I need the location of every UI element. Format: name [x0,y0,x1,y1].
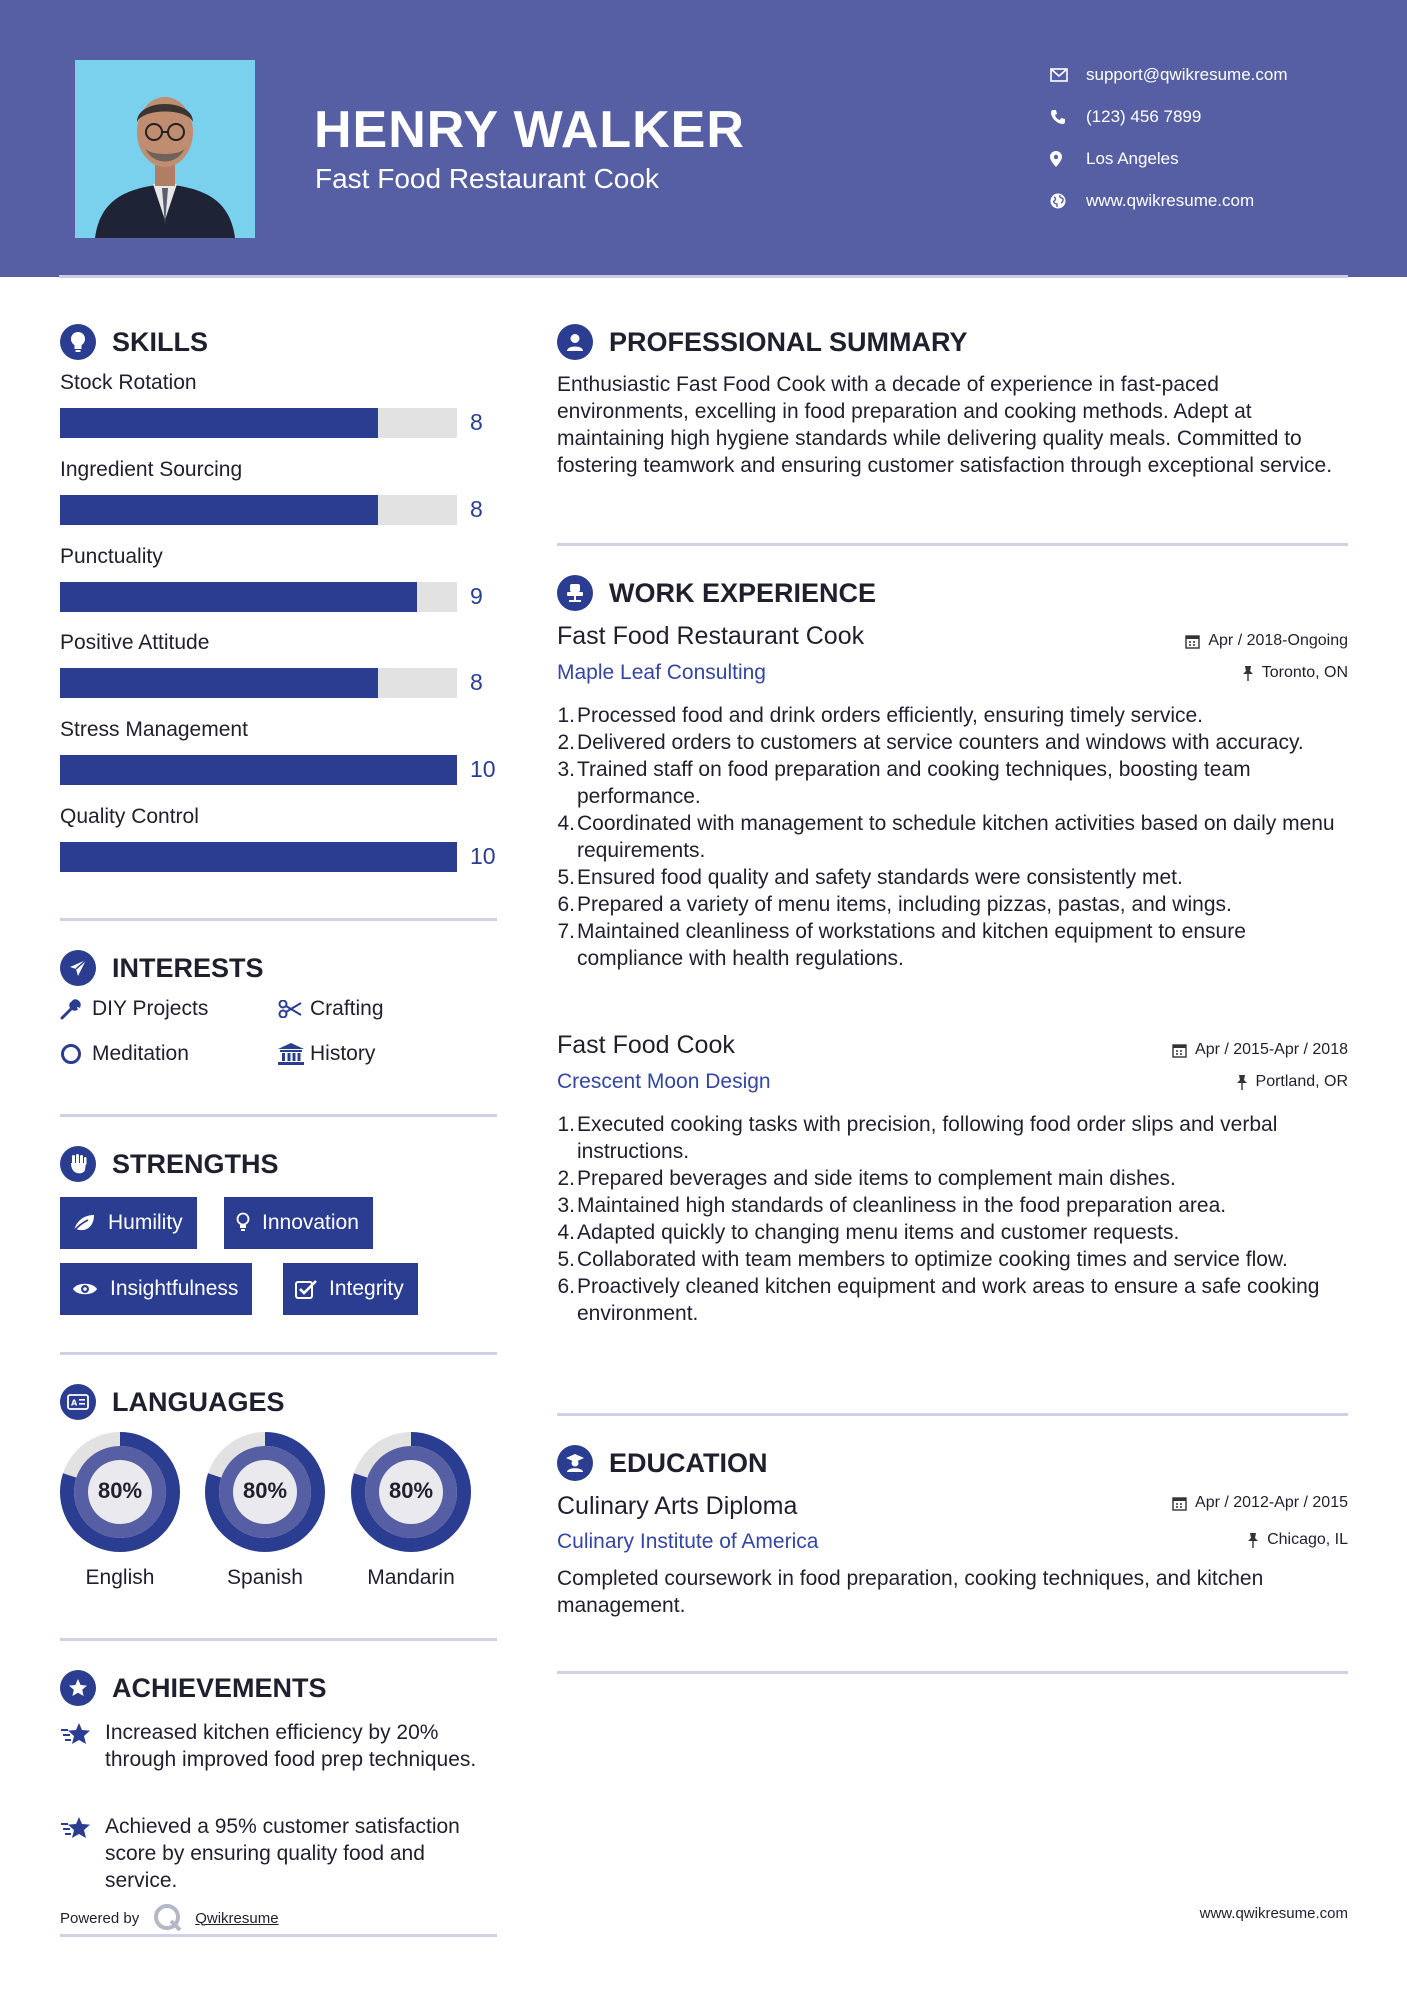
skill-bar-fill [60,842,457,872]
job-title: Fast Food Cook [557,1031,735,1059]
summary-text: Enthusiastic Fast Food Cook with a decade of experience in fast-paced environments, excelling in food preparation and cooking methods. Adept at maintaining high hygiene standards while delivering quality meals. Committed to fostering teamwork and ensuring customer satisfaction through exceptional service. [557,373,1333,477]
star-icon [60,1719,105,1773]
wrench-icon [60,998,92,1020]
strength-badge: Integrity [283,1263,418,1315]
skill-label: Ingredient Sourcing [60,458,243,481]
section-divider [557,543,1348,546]
education-text: Completed coursework in food preparation, cooking techniques, and kitchen management. [557,1567,1264,1617]
checkbox-icon [295,1279,317,1299]
duty-item: 2. Prepared beverages and side items to complement main dishes. [557,1167,1176,1190]
calendar-icon [1172,1043,1187,1058]
interests-heading: INTERESTS [60,950,264,986]
language-name: English [85,1566,155,1589]
duty-item: 5. Ensured food quality and safety standards were consistently met. [557,866,1183,889]
achievement-item: Achieved a 95% customer satisfaction score by ensuring quality food and service. [60,1813,500,1894]
achievement-item: Increased kitchen efficiency by 20% through improved food prep techniques. [60,1719,500,1773]
skill-label: Stock Rotation [60,371,197,394]
calendar-icon [1185,634,1200,649]
job-dates: Apr / 2015-Apr / 2018 [1172,1041,1348,1059]
skill-value: 8 [470,409,483,435]
lightbulb-icon [60,324,96,360]
strength-badge: Humility [60,1197,197,1249]
section-divider [60,1934,497,1937]
contact-website[interactable]: www.qwikresume.com [1050,180,1288,222]
star-icon [60,1813,105,1894]
powered-by: Powered by Qwikresume [60,1903,279,1933]
interest-item: Crafting [278,997,384,1021]
language-percent: 80% [388,1478,434,1503]
user-icon [557,324,593,360]
education-location: Chicago, IL [1247,1531,1348,1549]
job-dates: Apr / 2018-Ongoing [1185,632,1348,650]
language-name: Mandarin [367,1566,455,1589]
achievements-heading: ACHIEVEMENTS [60,1670,327,1706]
duty-item: 5. Collaborated with team members to optimize cooking times and service flow. [557,1248,1288,1271]
contact-list [1050,54,1288,222]
globe-icon [1050,193,1086,209]
profile-photo [75,60,255,238]
skill-bar-fill [60,495,378,525]
skill-value: 8 [470,669,483,695]
star-badge-icon [60,1670,96,1706]
skill-bar-fill [60,755,457,785]
duty-item: 3. Maintained high standards of cleanliness in the food preparation area. [557,1194,1227,1217]
education-heading: EDUCATION [557,1445,768,1481]
language-percent: 80% [97,1478,143,1503]
duty-item: 1. Executed cooking tasks with precision, following food order slips and verbal instructions. [557,1113,1278,1163]
skill-label: Punctuality [60,545,163,568]
contact-email[interactable]: support@qwikresume.com [1050,54,1288,96]
skill-bar [60,668,457,698]
duty-item: 7. Maintained cleanliness of workstations and kitchen equipment to ensure compliance with health regulations. [557,920,1246,970]
location-pin-icon [1050,151,1086,167]
interest-item: DIY Projects [60,997,208,1021]
lightbulb-icon [236,1212,250,1234]
skill-value: 10 [470,756,496,782]
scissors-icon [278,1000,310,1018]
degree-title: Culinary Arts Diploma [557,1492,798,1520]
skill-value: 10 [470,843,496,869]
company-name: Maple Leaf Consulting [557,661,766,684]
job-title: Fast Food Restaurant Cook [557,622,865,650]
duty-item: 4. Adapted quickly to changing menu items and customer requests. [557,1221,1180,1244]
circle-icon [60,1043,92,1065]
experience-heading: WORK EXPERIENCE [557,575,876,611]
graduate-icon [557,1445,593,1481]
skill-bar [60,582,457,612]
duty-item: 4. Coordinated with management to schedule kitchen activities based on daily menu requirements. [557,812,1335,862]
qwikresume-logo-icon [153,1903,183,1933]
leaf-icon [72,1213,96,1233]
section-divider [60,918,497,921]
svg-text:A: A [71,1398,78,1408]
skill-label: Quality Control [60,805,199,828]
header-divider [59,275,1348,278]
job-location: Toronto, ON [1242,664,1348,682]
language-percent: 80% [242,1478,288,1503]
phone-icon [1050,109,1086,125]
skills-heading: SKILLS [60,324,208,360]
duty-item: 6. Prepared a variety of menu items, including pizzas, pastas, and wings. [557,893,1232,916]
skill-bar [60,408,457,438]
strength-badge: Insightfulness [60,1263,252,1315]
briefcase-chair-icon [557,575,593,611]
brand-link[interactable]: Qwikresume [195,1909,279,1927]
pushpin-icon [1247,1532,1259,1548]
footer-website[interactable]: www.qwikresume.com [1199,1905,1348,1922]
fist-icon [60,1146,96,1182]
contact-location: Los Angeles [1050,138,1288,180]
section-divider [557,1413,1348,1416]
section-divider [60,1352,497,1355]
contact-phone[interactable]: (123) 456 7899 [1050,96,1288,138]
resume-header [0,0,1407,277]
job-location: Portland, OR [1236,1073,1348,1091]
duty-item: 6. Proactively cleaned kitchen equipment and work areas to ensure a safe cooking environment. [557,1275,1320,1325]
skill-bar [60,755,457,785]
education-dates: Apr / 2012-Apr / 2015 [1172,1494,1348,1512]
interest-item: Meditation [60,1042,189,1066]
pushpin-icon [1242,665,1254,681]
candidate-name: HENRY WALKER [314,101,745,159]
skill-label: Positive Attitude [60,631,210,654]
section-divider [557,1671,1348,1674]
skill-bar [60,842,457,872]
paper-plane-icon [60,950,96,986]
company-name: Crescent Moon Design [557,1070,771,1093]
language-name: Spanish [227,1566,303,1589]
interest-item: History [278,1042,375,1066]
language-icon [60,1384,96,1420]
job-duties [557,702,1347,972]
section-divider [60,1638,497,1641]
skill-bar-fill [60,668,378,698]
skill-bar-fill [60,408,378,438]
job-duties [557,1111,1347,1327]
museum-icon [278,1043,310,1065]
skill-label: Stress Management [60,718,248,741]
skill-bar [60,495,457,525]
summary-heading: PROFESSIONAL SUMMARY [557,324,968,360]
school-name: Culinary Institute of America [557,1530,819,1553]
skill-value: 9 [470,583,483,609]
duty-item: 3. Trained staff on food preparation and cooking techniques, boosting team performance. [557,758,1251,808]
section-divider [60,1114,497,1117]
envelope-icon [1050,68,1086,82]
skill-value: 8 [470,496,483,522]
pushpin-icon [1236,1074,1248,1090]
candidate-role: Fast Food Restaurant Cook [315,163,659,194]
languages-heading: A LANGUAGES [60,1384,285,1420]
skill-bar-fill [60,582,417,612]
duty-item: 2. Delivered orders to customers at service counters and windows with accuracy. [557,731,1304,754]
duty-item: 1. Processed food and drink orders efficiently, ensuring timely service. [557,704,1204,727]
strengths-heading: STRENGTHS [60,1146,279,1182]
strength-badge: Innovation [224,1197,373,1249]
calendar-icon [1172,1496,1187,1511]
eye-icon [72,1281,98,1297]
